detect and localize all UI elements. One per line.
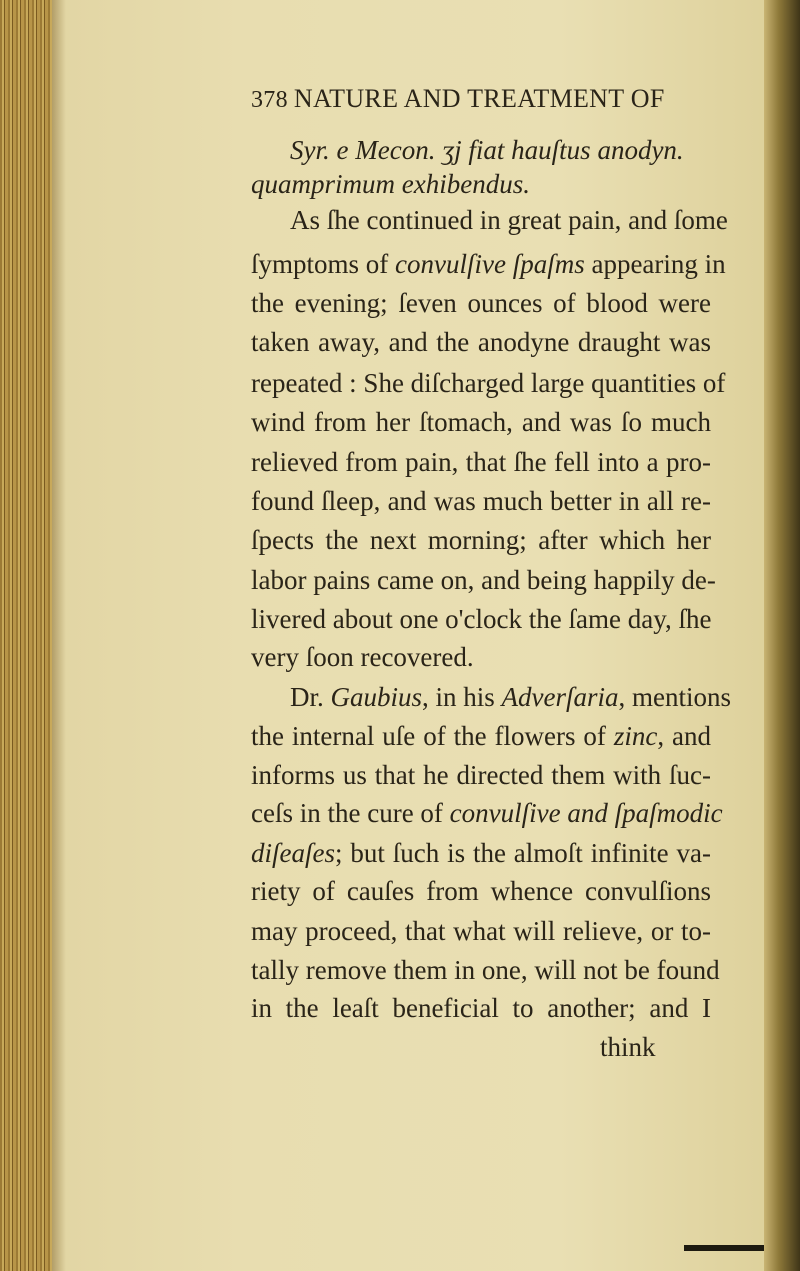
- text-line: [251, 446, 711, 478]
- text-span: Adverſaria: [501, 682, 619, 712]
- text-span: found ſleep, and was much better in all re-: [251, 486, 711, 516]
- catchword: think: [600, 1032, 656, 1062]
- text-line: [251, 326, 711, 358]
- page-number: 378: [251, 87, 288, 113]
- text-span: riety of cauſes from whence convulſions: [251, 876, 711, 906]
- text-span: livered about one o'clock the ſame day, ſhe: [251, 604, 712, 634]
- text-span: in the leaſt beneficial to another; and I: [251, 993, 711, 1023]
- text-line: [251, 603, 711, 635]
- text-span: , mentions: [618, 682, 732, 712]
- text-span: taken away, and the anodyne draught was: [251, 327, 711, 357]
- text-span: zinc: [613, 721, 658, 751]
- text-line: [251, 367, 726, 399]
- text-line: [251, 641, 474, 673]
- text-span: Syr. e Mecon. ʒj fiat hauſtus anodyn.: [290, 135, 684, 165]
- text-span: ſpects the next morning; after which her: [251, 525, 711, 555]
- text-span: ; but ſuch is the almoſt infinite va-: [334, 838, 711, 868]
- page-bottom-edge: [684, 1245, 764, 1251]
- text-line: [251, 564, 716, 596]
- text-span: convulſive and ſpaſmodic: [449, 798, 723, 828]
- text-line: [290, 134, 684, 166]
- text-span: may proceed, that what will relieve, or to-: [251, 916, 711, 946]
- text-span: Dr.: [290, 682, 331, 712]
- gutter-shadow: [52, 0, 66, 1271]
- running-header: [251, 84, 665, 114]
- text-line: [251, 954, 720, 986]
- text-line: [251, 837, 711, 869]
- text-line: [251, 720, 711, 752]
- text-line: [251, 797, 723, 829]
- text-line: [251, 759, 711, 791]
- text-line: [251, 248, 726, 280]
- text-line: [251, 915, 711, 947]
- text-line: [290, 204, 728, 236]
- text-span: ceſs in the cure of: [251, 798, 450, 828]
- book-binding-edge: [0, 0, 52, 1271]
- text-line: [251, 287, 711, 319]
- text-line: [251, 406, 711, 438]
- text-span: ſymptoms of: [251, 249, 396, 279]
- text-line: [251, 168, 711, 200]
- text-span: the evening; ſeven ounces of blood were: [251, 288, 711, 318]
- text-span: repeated : She diſcharged large quantities of: [251, 368, 726, 398]
- text-span: informs us that he directed them with ſuc-: [251, 760, 711, 790]
- text-span: appearing in: [584, 249, 726, 279]
- text-span: very ſoon recovered.: [251, 642, 474, 672]
- text-line: [251, 992, 711, 1024]
- text-span: Gaubius: [330, 682, 423, 712]
- text-span: , in his: [422, 682, 502, 712]
- running-title: NATURE AND TREATMENT OF: [293, 84, 665, 113]
- text-span: wind from her ſtomach, and was ſo much: [251, 407, 711, 437]
- text-span: labor pains came on, and being happily de-: [251, 565, 716, 595]
- text-span: As ſhe continued in great pain, and ſome: [290, 205, 728, 235]
- text-span: tally remove them in one, will not be found: [251, 955, 720, 985]
- text-span: quamprimum exhibendus.: [251, 169, 530, 199]
- page-right-edge: [764, 0, 800, 1271]
- text-line: [251, 875, 711, 907]
- text-line: [290, 681, 732, 713]
- text-span: , and: [657, 721, 711, 751]
- text-span: diſeaſes: [251, 838, 335, 868]
- text-line: [251, 524, 711, 556]
- text-line: [251, 485, 711, 517]
- text-span: relieved from pain, that ſhe fell into a pro-: [251, 447, 711, 477]
- text-span: convulſive ſpaſms: [395, 249, 585, 279]
- text-span: the internal uſe of the flowers of: [251, 721, 614, 751]
